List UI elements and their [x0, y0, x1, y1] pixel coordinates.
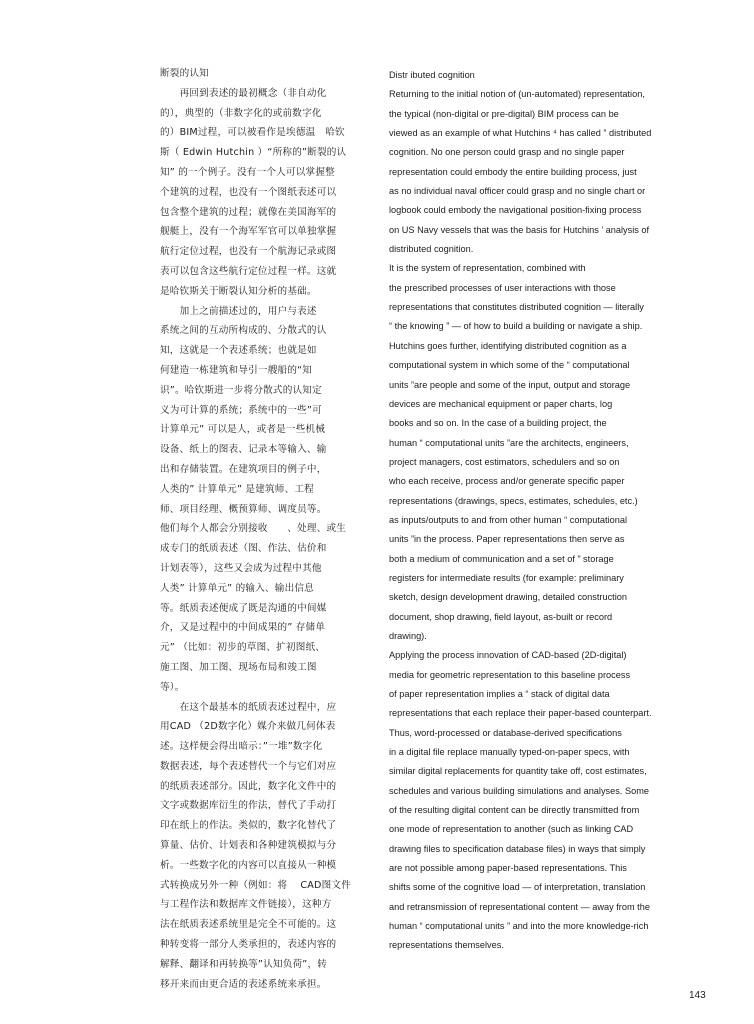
chinese-text-column: [160, 64, 366, 994]
english-text-line: are not possible among paper-based representations. This: [389, 863, 627, 874]
chinese-text-line: 的），典型的（非数字化的或前数字化: [160, 107, 322, 119]
english-text-line: media for geometric representation to this baseline process: [389, 669, 631, 680]
chinese-text-line: 施工图、加工图、现场布局和竣工图: [160, 661, 317, 673]
chinese-text-line: 航行定位过程，也没有一个航海记录或图: [160, 246, 337, 258]
english-text-line: units ”are people and some of the input, output and storage: [389, 379, 631, 390]
chinese-text-line: 用CAD （2D数字化）媒介来做几何体表: [160, 721, 336, 733]
english-text-line: as no individual naval officer could grasp and no single chart or: [389, 186, 646, 197]
chinese-text-line: 印在纸上的作法。类似的，数字化替代了: [160, 820, 337, 832]
english-text-line: and retransmission of representational content — away from the: [389, 901, 650, 912]
chinese-text-line: 的纸质表述部分。因此，数字化文件中的: [160, 780, 337, 792]
chinese-text-line: 知，这就是一个表述系统；也就是如: [160, 345, 317, 357]
chinese-text-line: 义为可计算的系统；系统中的一些”可: [160, 404, 322, 416]
chinese-text-line: 式转换成另外一种（例如：将 CAD图文件: [160, 879, 351, 891]
english-text-line: sketch, design development drawing, detailed construction: [389, 592, 627, 603]
page-number: 143: [689, 990, 706, 1001]
english-text-line: human “ computational units ”are the architects, engineers,: [389, 437, 629, 448]
chinese-text-line: 表可以包含这些航行定位过程一样。这就: [160, 265, 337, 277]
english-text-line: distributed cognition.: [389, 244, 474, 255]
chinese-text-line: 移开来而由更合适的表述系统来承担。: [160, 978, 327, 990]
english-text-line: units ”in the process. Paper representations then serve as: [389, 534, 625, 545]
chinese-text-line: 舰艇上，没有一个海军军官可以单独掌握: [160, 226, 337, 238]
english-text-line: shifts some of the cognitive load — of interpretation, translation: [389, 882, 646, 893]
chinese-text-line: 包含整个建筑的过程；就像在美国海军的: [160, 206, 337, 218]
english-text-line: Hutchins goes further, identifying distributed cognition as a: [389, 340, 627, 351]
chinese-text-line: 解释、翻译和再转换等”认知负荷”，转: [160, 958, 328, 970]
english-text-line: logbook could embody the navigational position-fixing process: [389, 205, 642, 216]
chinese-text-line: 数据表述，每个表述替代一个与它们对应: [160, 760, 337, 772]
chinese-text-line: 述。这样便会得出暗示：”一堆”数字化: [160, 741, 323, 753]
english-text-line: document, shop drawing, field layout, as-built or record: [389, 611, 613, 622]
chinese-text-line: 文字或数据库衍生的作法，替代了手动打: [160, 800, 337, 812]
english-text-line: as inputs/outputs to and from other human “ computational: [389, 514, 627, 525]
chinese-text-line: 算量、估价、计划表和各种建筑模拟与分: [160, 840, 337, 852]
english-text-line: one mode of representation to another (such as linking CAD: [389, 824, 634, 835]
chinese-text-line: 识”。哈钦斯进一步将分散式的认知定: [160, 384, 322, 396]
chinese-text-line: 法在纸质表述系统里是完全不可能的。这: [160, 919, 337, 931]
english-text-line: Thus, word-processed or database-derived specifications: [389, 727, 622, 738]
chinese-text-line: 是哈钦斯关于断裂认知分析的基础。: [160, 285, 317, 297]
chinese-text-line: 析。一些数字化的内容可以直接从一种模: [160, 859, 337, 871]
english-text-line: registers for intermediate results (for example: preliminary: [389, 572, 624, 583]
chinese-text-line: 成专门的纸质表述（图、作法、估价和: [160, 543, 327, 555]
english-text-line: viewed as an example of what Hutchins ⁴ has called ” distributed: [389, 128, 652, 139]
chinese-text-line: 种转变将一部分人类承担的，表述内容的: [160, 939, 337, 951]
chinese-text-line: 系统之间的互动所构成的、分散式的认: [160, 325, 327, 337]
english-text-line: human “ computational units ” and into the more knowledge-rich: [389, 921, 649, 932]
english-text-line: the typical (non-digital or pre-digital) BIM process can be: [389, 108, 619, 119]
english-text-line: representations themselves.: [389, 940, 504, 951]
chinese-text-line: 与工程作法和数据库文件链接），这种方: [160, 899, 332, 911]
english-text-line: drawing files to specification database files) in ways that simply: [389, 843, 646, 854]
english-text-line: schedules and various building simulations and analyses. Some: [389, 785, 649, 796]
chinese-text-line: 的）BIM过程，可以被看作是埃德温 哈钦: [160, 127, 345, 139]
english-text-line: devices are mechanical equipment or paper charts, log: [389, 398, 613, 409]
english-heading: Distr ibuted cognition: [389, 70, 475, 80]
chinese-text-line: 他们每个人都会分别接收 、处理、或生: [160, 523, 347, 535]
english-text-line: cognition. No one person could grasp and no single paper: [389, 147, 625, 158]
english-text-column: [389, 66, 751, 956]
english-text-line: of paper representation implies a “ stack of digital data: [389, 689, 610, 699]
chinese-text-line: 知” 的一个例子。没有一个人可以掌握整: [160, 166, 335, 178]
english-text-line: computational system in which some of the “ computational: [389, 360, 630, 371]
chinese-text-line: 介，又是过程中的中间成果的” 存储单: [160, 622, 326, 634]
english-text-line: who each receive, process and/or generate specific paper: [389, 476, 625, 487]
english-text-line: representation could embody the entire building process, just: [389, 166, 637, 177]
english-text-line: drawing).: [389, 630, 427, 641]
english-text-line: Returning to the initial notion of (un-automated) representation,: [389, 89, 645, 100]
english-text-line: on US Navy vessels that was the basis for Hutchins ’ analysis of: [389, 224, 650, 235]
chinese-text-line: 计算单元” 可以是人，或者是一些机械: [160, 424, 326, 436]
english-text-line: “ the knowing ” — of how to build a building or navigate a ship.: [389, 321, 643, 332]
chinese-text-line: 设备、纸上的图表、记录本等输入、输: [160, 444, 327, 456]
english-text-line: of the resulting digital content can be directly transmitted from: [389, 805, 640, 816]
chinese-text-line: 人类” 计算单元” 的输入、输出信息: [160, 582, 314, 594]
chinese-text-line: 再回到表述的最初概念（非自动化: [160, 87, 327, 99]
chinese-heading: 断裂的认知: [160, 68, 209, 79]
chinese-text-line: 何建造一栋建筑和导引一艘船的“知: [160, 364, 313, 376]
chinese-text-line: 师、项目经理、概预算师、调度员等。: [160, 503, 327, 515]
chinese-text-line: 等。纸质表述便成了既是沟通的中间媒: [160, 602, 327, 614]
english-text-line: representations that each replace their paper-based counterpart.: [389, 708, 652, 719]
english-text-line: in a digital file replace manually typed-on-paper specs, with: [389, 747, 630, 758]
english-text-line: the prescribed processes of user interactions with those: [389, 282, 616, 293]
english-text-line: representations (drawings, specs, estimates, schedules, etc.): [389, 495, 638, 506]
chinese-text-line: 人类的” 计算单元” 是建筑师、工程: [160, 483, 314, 495]
chinese-text-line: 加上之前描述过的，用户与表述: [160, 305, 317, 317]
english-text-line: books and so on. In the case of a building project, the: [389, 418, 607, 429]
chinese-text-line: 斯（ Edwin Hutchin ）“所称的”断裂的认: [160, 147, 347, 159]
english-text-line: Applying the process innovation of CAD-based (2D-digital): [389, 650, 627, 661]
chinese-text-line: 等）。: [160, 681, 185, 693]
english-text-line: similar digital replacements for quantity take off, cost estimates,: [389, 766, 647, 777]
english-text-line: representations that constitutes distributed cognition — literally: [389, 302, 644, 313]
chinese-text-line: 计划表等），这些又会成为过程中其他: [160, 562, 322, 574]
chinese-text-line: 个建筑的过程，也没有一个图纸表述可以: [160, 186, 337, 198]
chinese-text-line: 元” （比如：初步的草图、扩初图纸、: [160, 642, 326, 654]
chinese-text-line: 在这个最基本的纸质表述过程中，应: [160, 701, 337, 713]
english-text-line: both a medium of communication and a set of ” storage: [389, 553, 614, 564]
chinese-text-line: 出和存储装置。在建筑项目的例子中，: [160, 463, 327, 475]
english-text-line: project managers, cost estimators, schedulers and so on: [389, 456, 620, 467]
english-text-line: It is the system of representation, combined with: [389, 263, 586, 274]
